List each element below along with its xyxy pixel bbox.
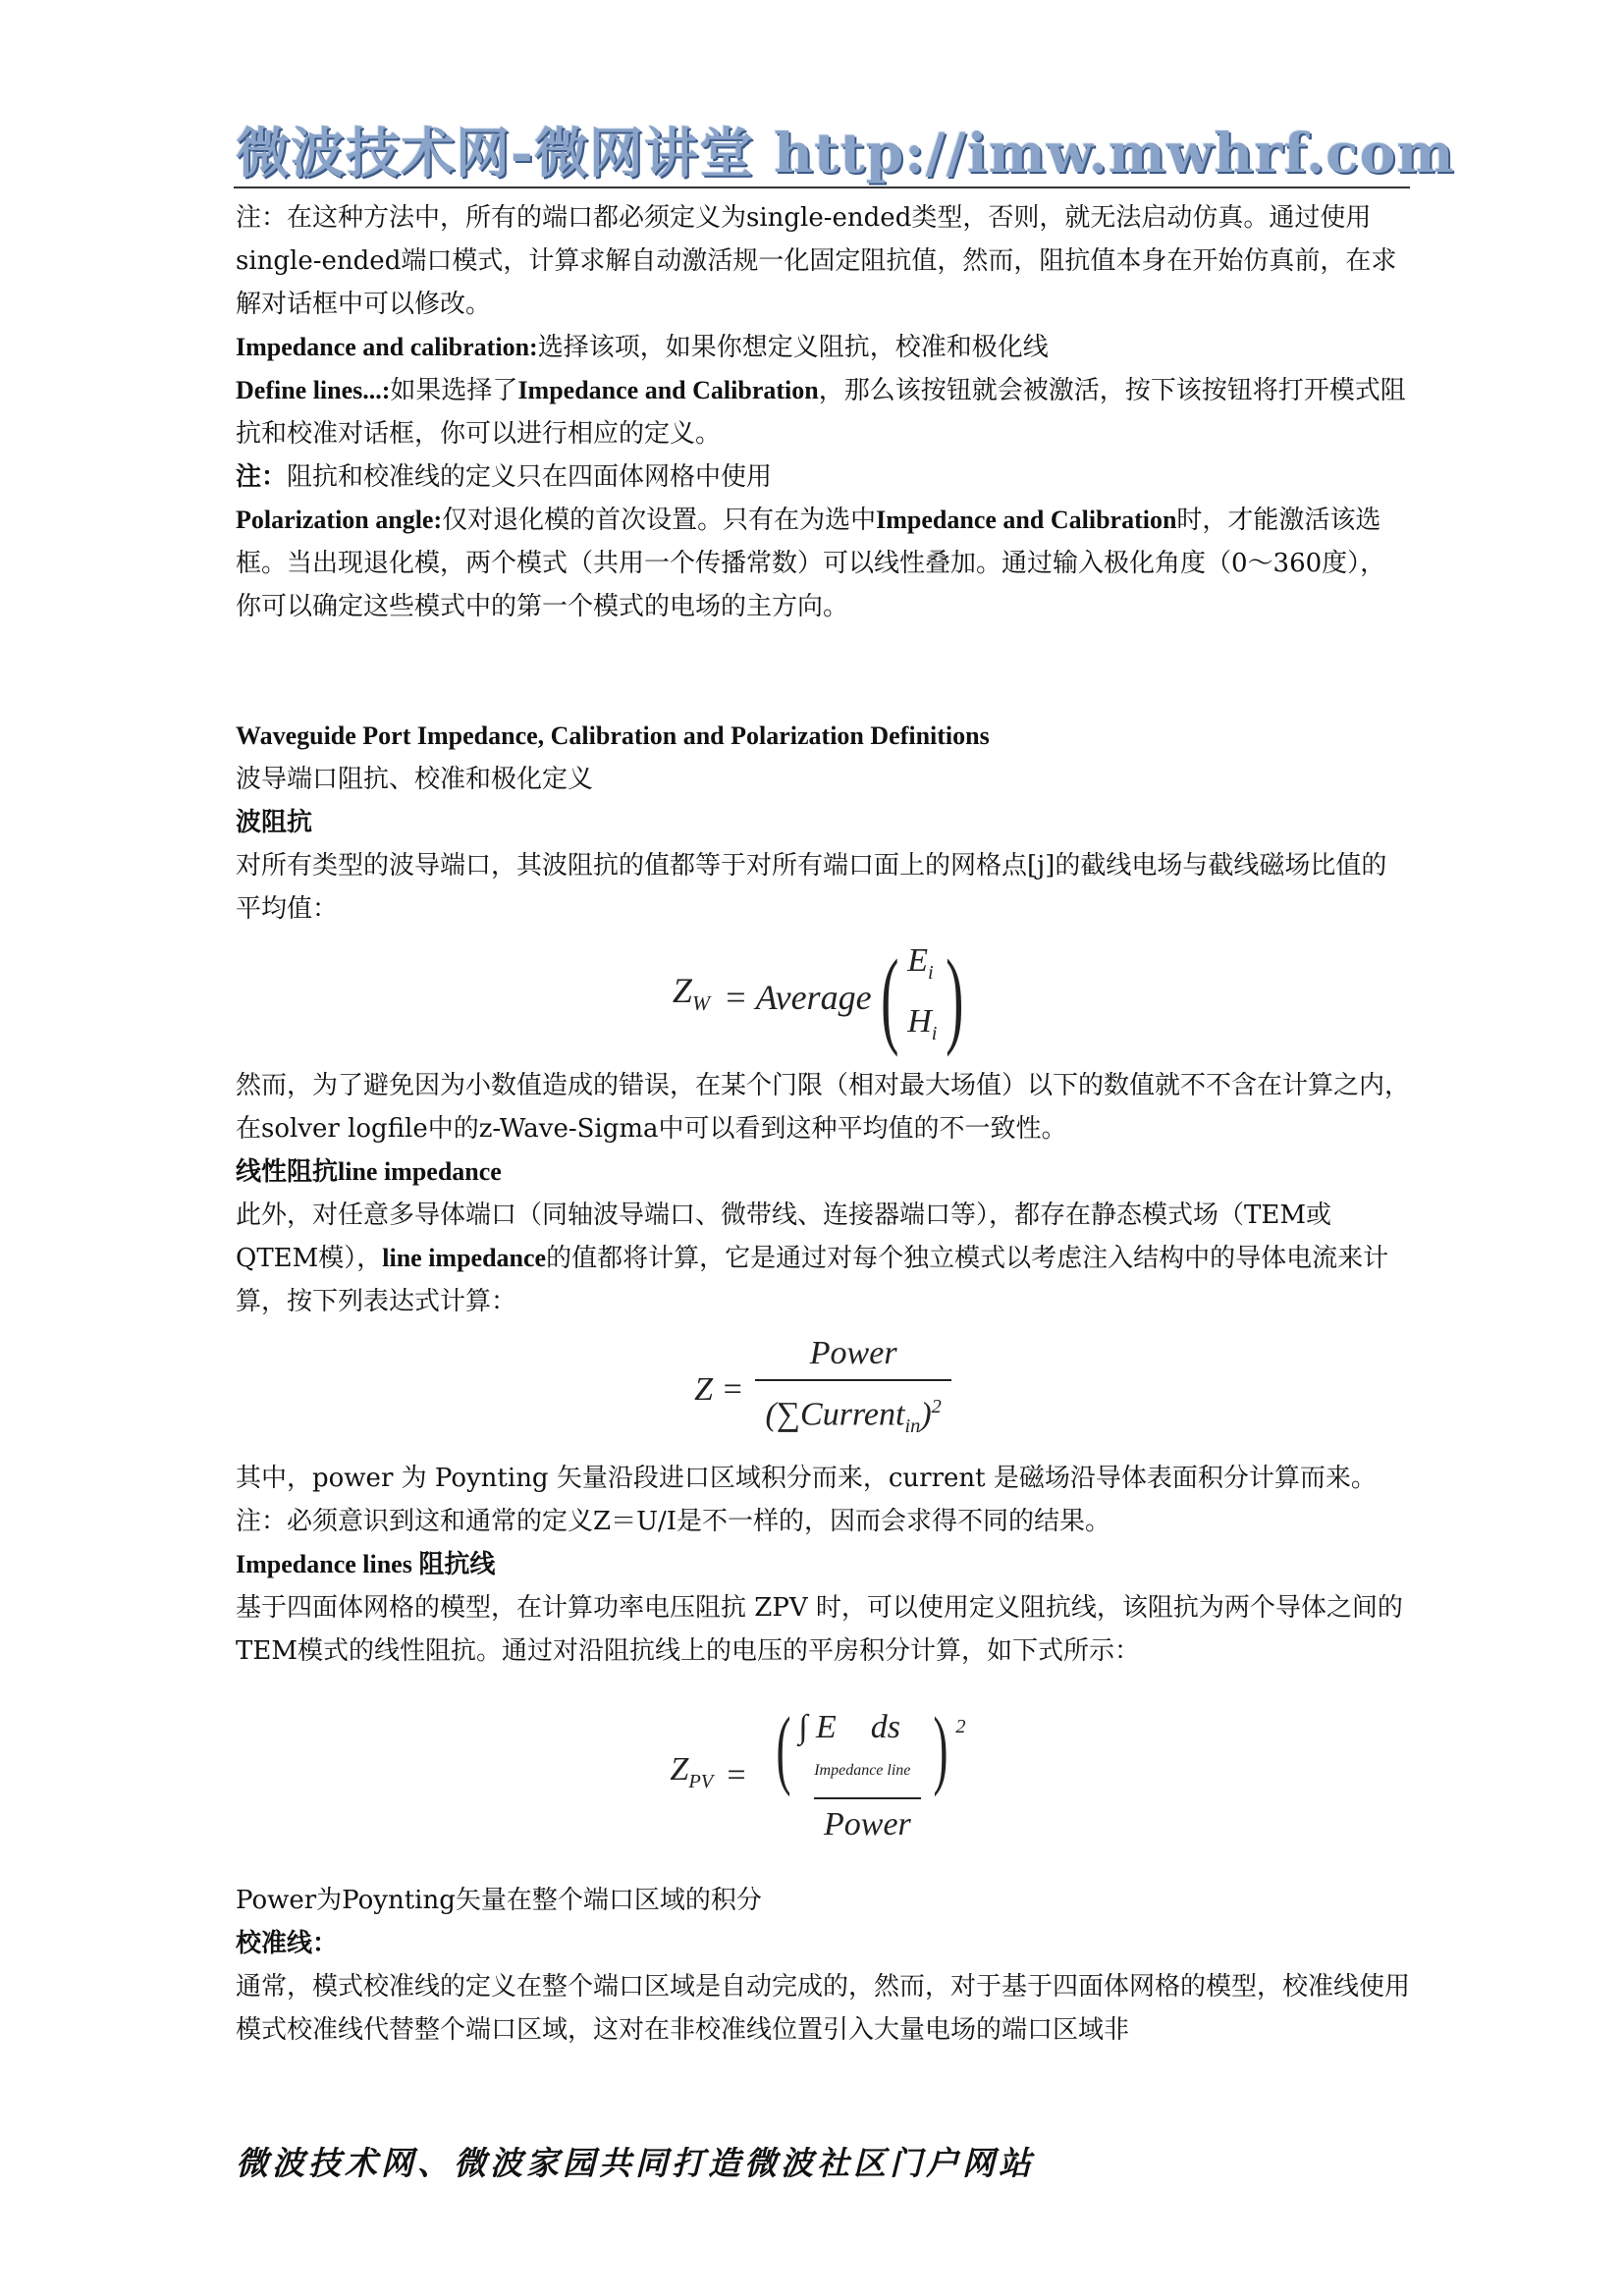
paragraph-definition-note: 注：必须意识到这和通常的定义Z＝U/I是不一样的，因而会求得不同的结果。 (236, 1507, 1111, 1536)
formula-zw-denominator (907, 997, 937, 1058)
heading-impedance-lines: Impedance lines 阻抗线 (236, 1550, 496, 1578)
formula-z-numerator: Power (809, 1334, 897, 1371)
zw-subscript: W (691, 991, 710, 1016)
note-label: 注： (236, 462, 288, 491)
zw-symbol: Z (672, 971, 692, 1011)
desc-impedance-calibration: 选择该项，如果你想定义阻抗，校准和极化线 (537, 333, 1049, 362)
formula-zw-ratio (907, 936, 937, 1058)
term-define-lines: Define lines...: (236, 376, 391, 404)
z-den-current: (∑Current (765, 1396, 905, 1433)
formula-zpv-lhs (670, 1748, 713, 1803)
zw-e-sub: i (927, 962, 934, 984)
zpv-symbol: Z (670, 1751, 689, 1789)
paragraph-impedance-calibration (236, 326, 1410, 369)
paragraph-wave-impedance: 对所有类型的波导端口，其波阻抗的值都等于对所有端口面上的网格点[j]的截线电场与截线磁场比值的平均值： (236, 851, 1387, 924)
formula-zpv-eq: = (725, 1757, 748, 1793)
spacer (236, 628, 1410, 715)
paragraph-power-integral: Power为Poynting矢量在整个端口区域的积分 (236, 1886, 762, 1915)
desc-polarization-bold: Impedance and Calibration (876, 506, 1177, 534)
header-divider (234, 187, 1410, 188)
zpv-subscript: PV (688, 1770, 714, 1792)
line-impedance-text-2: 的值都将计算，它是通过对每个独立模式以考虑注入结构中的导体电流来计算，按下列表达式计算： (236, 1244, 1389, 1316)
formula-zpv-numerator (759, 1700, 975, 1797)
desc-polarization-1: 仅对退化模的首次设置。只有在为选中 (442, 506, 877, 535)
paragraph-line-impedance (236, 1194, 1410, 1323)
zpv-integrand: ∫ E⃗ ds⃗ (798, 1709, 927, 1745)
heading-wave-impedance: 波阻抗 (236, 808, 313, 836)
document-body (236, 196, 1410, 2052)
formula-z-fraction (755, 1332, 950, 1448)
formula-zpv-fraction (759, 1700, 975, 1846)
zw-h: H (907, 1003, 932, 1040)
formula-zw-lhs (673, 969, 710, 1025)
paragraph-polarization-angle (236, 499, 1410, 628)
paragraph-tetra-note (236, 455, 1410, 499)
term-impedance-calibration: Impedance and calibration: (236, 333, 538, 361)
zpv-integral-label: Impedance line (814, 1762, 911, 1779)
line-impedance-bold: line impedance (382, 1244, 547, 1272)
paragraph-define-lines (236, 369, 1410, 455)
paragraph-calibration-line: 通常，模式校准线的定义在整个端口区域是自动完成的，然而，对于基于四面体网格的模型，校准线使用模式校准线代替整个端口区域，这对在非校准线位置引入大量电场的端口区域非 (236, 1972, 1411, 2045)
heading-line-impedance: 线性阻抗line impedance (236, 1157, 502, 1186)
paragraph-single-ended-note: 注：在这种方法中，所有的端口都必须定义为single-ended类型，否则，就无法启动仿真。通过使用single-ended端口模式，计算求解自动激活规一化固定阻抗值，然而，阻抗值本身在开始仿真前，在求解对话框中可以修改。 (236, 203, 1397, 319)
desc-define-lines-2: ，那么该按钮就会被激活，按下该按钮将打开模式阻抗和校准对话框，你可以进行相应的定义。 (236, 376, 1406, 449)
formula-zw-numerator (907, 936, 937, 997)
zw-e: E (907, 942, 928, 980)
formula-z-denominator (755, 1379, 950, 1448)
formula-zw-average: = Average (723, 978, 872, 1017)
zpv-right-paren: ) (933, 1700, 948, 1797)
formula-power-voltage-impedance (236, 1673, 1410, 1879)
z-den-sup: 2 (931, 1395, 942, 1417)
formula-zpv-denominator: Power (814, 1797, 921, 1846)
desc-define-lines-1: 如果选择了 (390, 376, 518, 405)
z-den-close: ) (920, 1396, 932, 1433)
z-den-sub: in (904, 1415, 921, 1438)
term-polarization-angle: Polarization angle: (236, 506, 443, 534)
section-title-english: Waveguide Port Impedance, Calibration and Polarization Definitions (236, 721, 990, 750)
left-paren: ( (880, 937, 899, 1057)
zpv-sup: 2 (955, 1716, 966, 1737)
desc-polarization-2: 时，才能激活该选框。当出现退化模，两个模式（共用一个传播常数）可以线性叠加。通过输入极化角度（0～360度），你可以确定这些模式中的第一个模式的电场的主方向。 (236, 506, 1386, 621)
page-header-title: 微波技术网-微网讲堂 http://imw.mwhrf.com (236, 121, 1455, 185)
formula-line-impedance (236, 1323, 1410, 1457)
note-text: 阻抗和校准线的定义只在四面体网格中使用 (287, 462, 773, 492)
right-paren: ) (946, 937, 964, 1057)
zw-h-sub: i (931, 1022, 938, 1044)
zpv-integral-block (798, 1706, 926, 1792)
paragraph-impedance-lines: 基于四面体网格的模型，在计算功率电压阻抗 ZPV 时，可以使用定义阻抗线，该阻抗为两个导体之间的TEM模式的线性阻抗。通过对沿阻抗线上的电压的平房积分计算，如下式所示： (236, 1593, 1403, 1666)
desc-define-lines-bold: Impedance and Calibration (517, 376, 819, 404)
heading-calibration-line: 校准线： (236, 1929, 339, 1957)
formula-z-lhs: Z = (694, 1371, 744, 1408)
paragraph-averaging-note: 然而，为了避免因为小数值造成的错误，在某个门限（相对最大场值）以下的数值就不不含在计算之内，在solver logfile中的z-Wave-Sigma中可以看到这种平均值的不一致性。 (236, 1071, 1411, 1144)
line-impedance-text-1: 此外，对任意多导体端口（同轴波导端口、微带线、连接器端口等），都存在静态模式场（TEM或QTEM模）， (236, 1201, 1331, 1273)
section-title-chinese: 波导端口阻抗、校准和极化定义 (236, 765, 594, 794)
zpv-left-paren: ( (776, 1700, 791, 1797)
page-footer: 微波技术网、微波家园共同打造微波社区门户网站 (236, 2144, 1035, 2182)
formula-wave-impedance (236, 931, 1410, 1064)
paragraph-power-current: 其中，power 为 Poynting 矢量沿段进口区域积分而来，current 是磁场沿导体表面积分计算而来。 (236, 1464, 1377, 1493)
